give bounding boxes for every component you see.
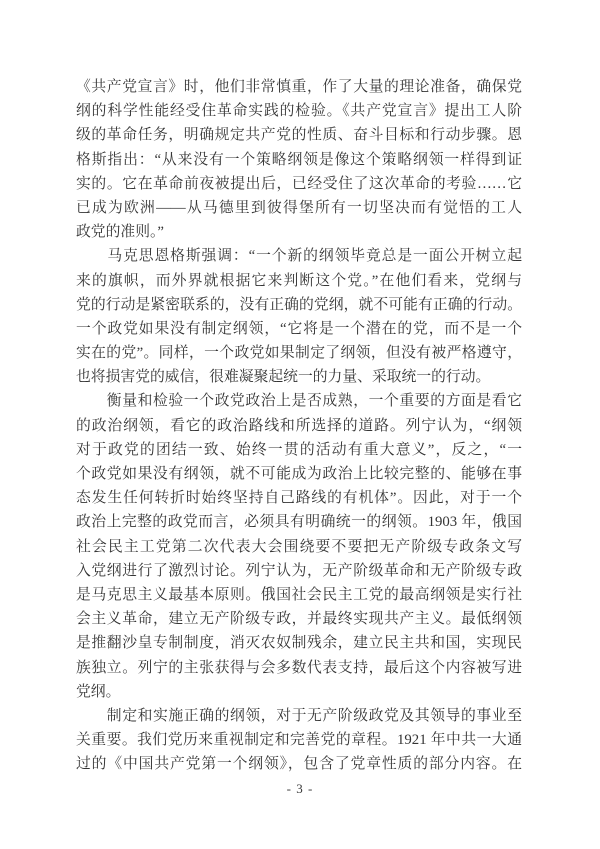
text-line: 也将损害党的威信，很难凝聚起统一的力量、采取统一的行动。: [76, 369, 491, 386]
text-line: 政治上完整的政党而言，必须具有明确统一的纲领。1903 年，俄国: [76, 514, 522, 531]
text-line: 个政党如果没有纲领，就不可能成为政治上比较完整的、能够在事: [76, 466, 522, 482]
text-line: 党纲。: [76, 683, 121, 700]
text-line: 实的。它在革命前夜被提出后，已经受住了这次革命的考验……它: [76, 175, 522, 192]
text-line: 态发生任何转折时始终坚持自己路线的有机体”。因此，对于一个: [76, 490, 522, 507]
text-line: 纲的科学性能经受住革命实践的检验。《共产党宣言》提出工人阶: [76, 103, 522, 120]
paragraph-2: [76, 244, 522, 389]
paragraph-3: [76, 389, 522, 703]
text-line: 是马克思主义最基本原则。俄国社会民主工党的最高纲领是实行社: [76, 586, 522, 603]
text-line: 衡量和检验一个政党政治上是否成熟，一个重要的方面是看它: [76, 393, 522, 410]
page-number: - 3 -: [286, 781, 314, 796]
text-line: 马克思恩格斯强调：“一个新的纲领毕竟总是一面公开树立起: [76, 248, 522, 265]
text-line: 的政治纲领，看它的政治路线和所选择的道路。列宁认为，“纲领: [76, 417, 522, 434]
paragraph-1: [76, 75, 522, 244]
text-line: 入党纲进行了激烈讨论。列宁认为，无产阶级革命和无产阶级专政: [76, 562, 522, 579]
text-line: 党的行动是紧密联系的，没有正确的党纲，就不可能有正确的行动。: [76, 296, 522, 313]
paragraph-4: [76, 704, 522, 777]
text-line: 级的革命任务，明确规定共产党的性质、奋斗目标和行动步骤。恩: [76, 127, 522, 144]
text-line: 《共产党宣言》时，他们非常慎重，作了大量的理论准备，确保党: [76, 79, 522, 95]
text-line: 制定和实施正确的纲领，对于无产阶级政党及其领导的事业至: [76, 707, 522, 724]
text-line: 政党的准则。”: [76, 224, 164, 241]
text-line: 对于政党的团结一致、始终一贯的活动有重大意义”，反之，“一: [76, 441, 522, 458]
text-line: 过的《中国共产党第一个纲领》，包含了党章性质的部分内容。在: [76, 756, 522, 773]
body-text: [76, 75, 522, 776]
text-line: 已成为欧洲——从马德里到彼得堡所有一切坚决而有觉悟的工人: [76, 199, 522, 216]
text-line: 会主义革命，建立无产阶级专政，并最终实现共产主义。最低纲领: [76, 611, 522, 628]
text-line: 关重要。我们党历来重视制定和完善党的章程。1921 年中共一大通: [76, 732, 522, 749]
text-line: 是推翻沙皇专制制度，消灭农奴制残余，建立民主共和国，实现民: [76, 635, 522, 652]
text-line: 社会民主工党第二次代表大会围绕要不要把无产阶级专政条文写: [76, 538, 522, 555]
text-line: 格斯指出：“从来没有一个策略纲领是像这个策略纲领一样得到证: [76, 151, 522, 168]
text-line: 来的旗帜，而外界就根据它来判断这个党。”在他们看来，党纲与: [76, 272, 522, 289]
text-line: 族独立。列宁的主张获得与会多数代表支持，最后这个内容被写进: [76, 659, 522, 676]
text-line: 一个政党如果没有制定纲领，“它将是一个潜在的党，而不是一个: [76, 320, 522, 337]
text-line: 实在的党”。同样，一个政党如果制定了纲领，但没有被严格遵守，: [76, 345, 522, 362]
